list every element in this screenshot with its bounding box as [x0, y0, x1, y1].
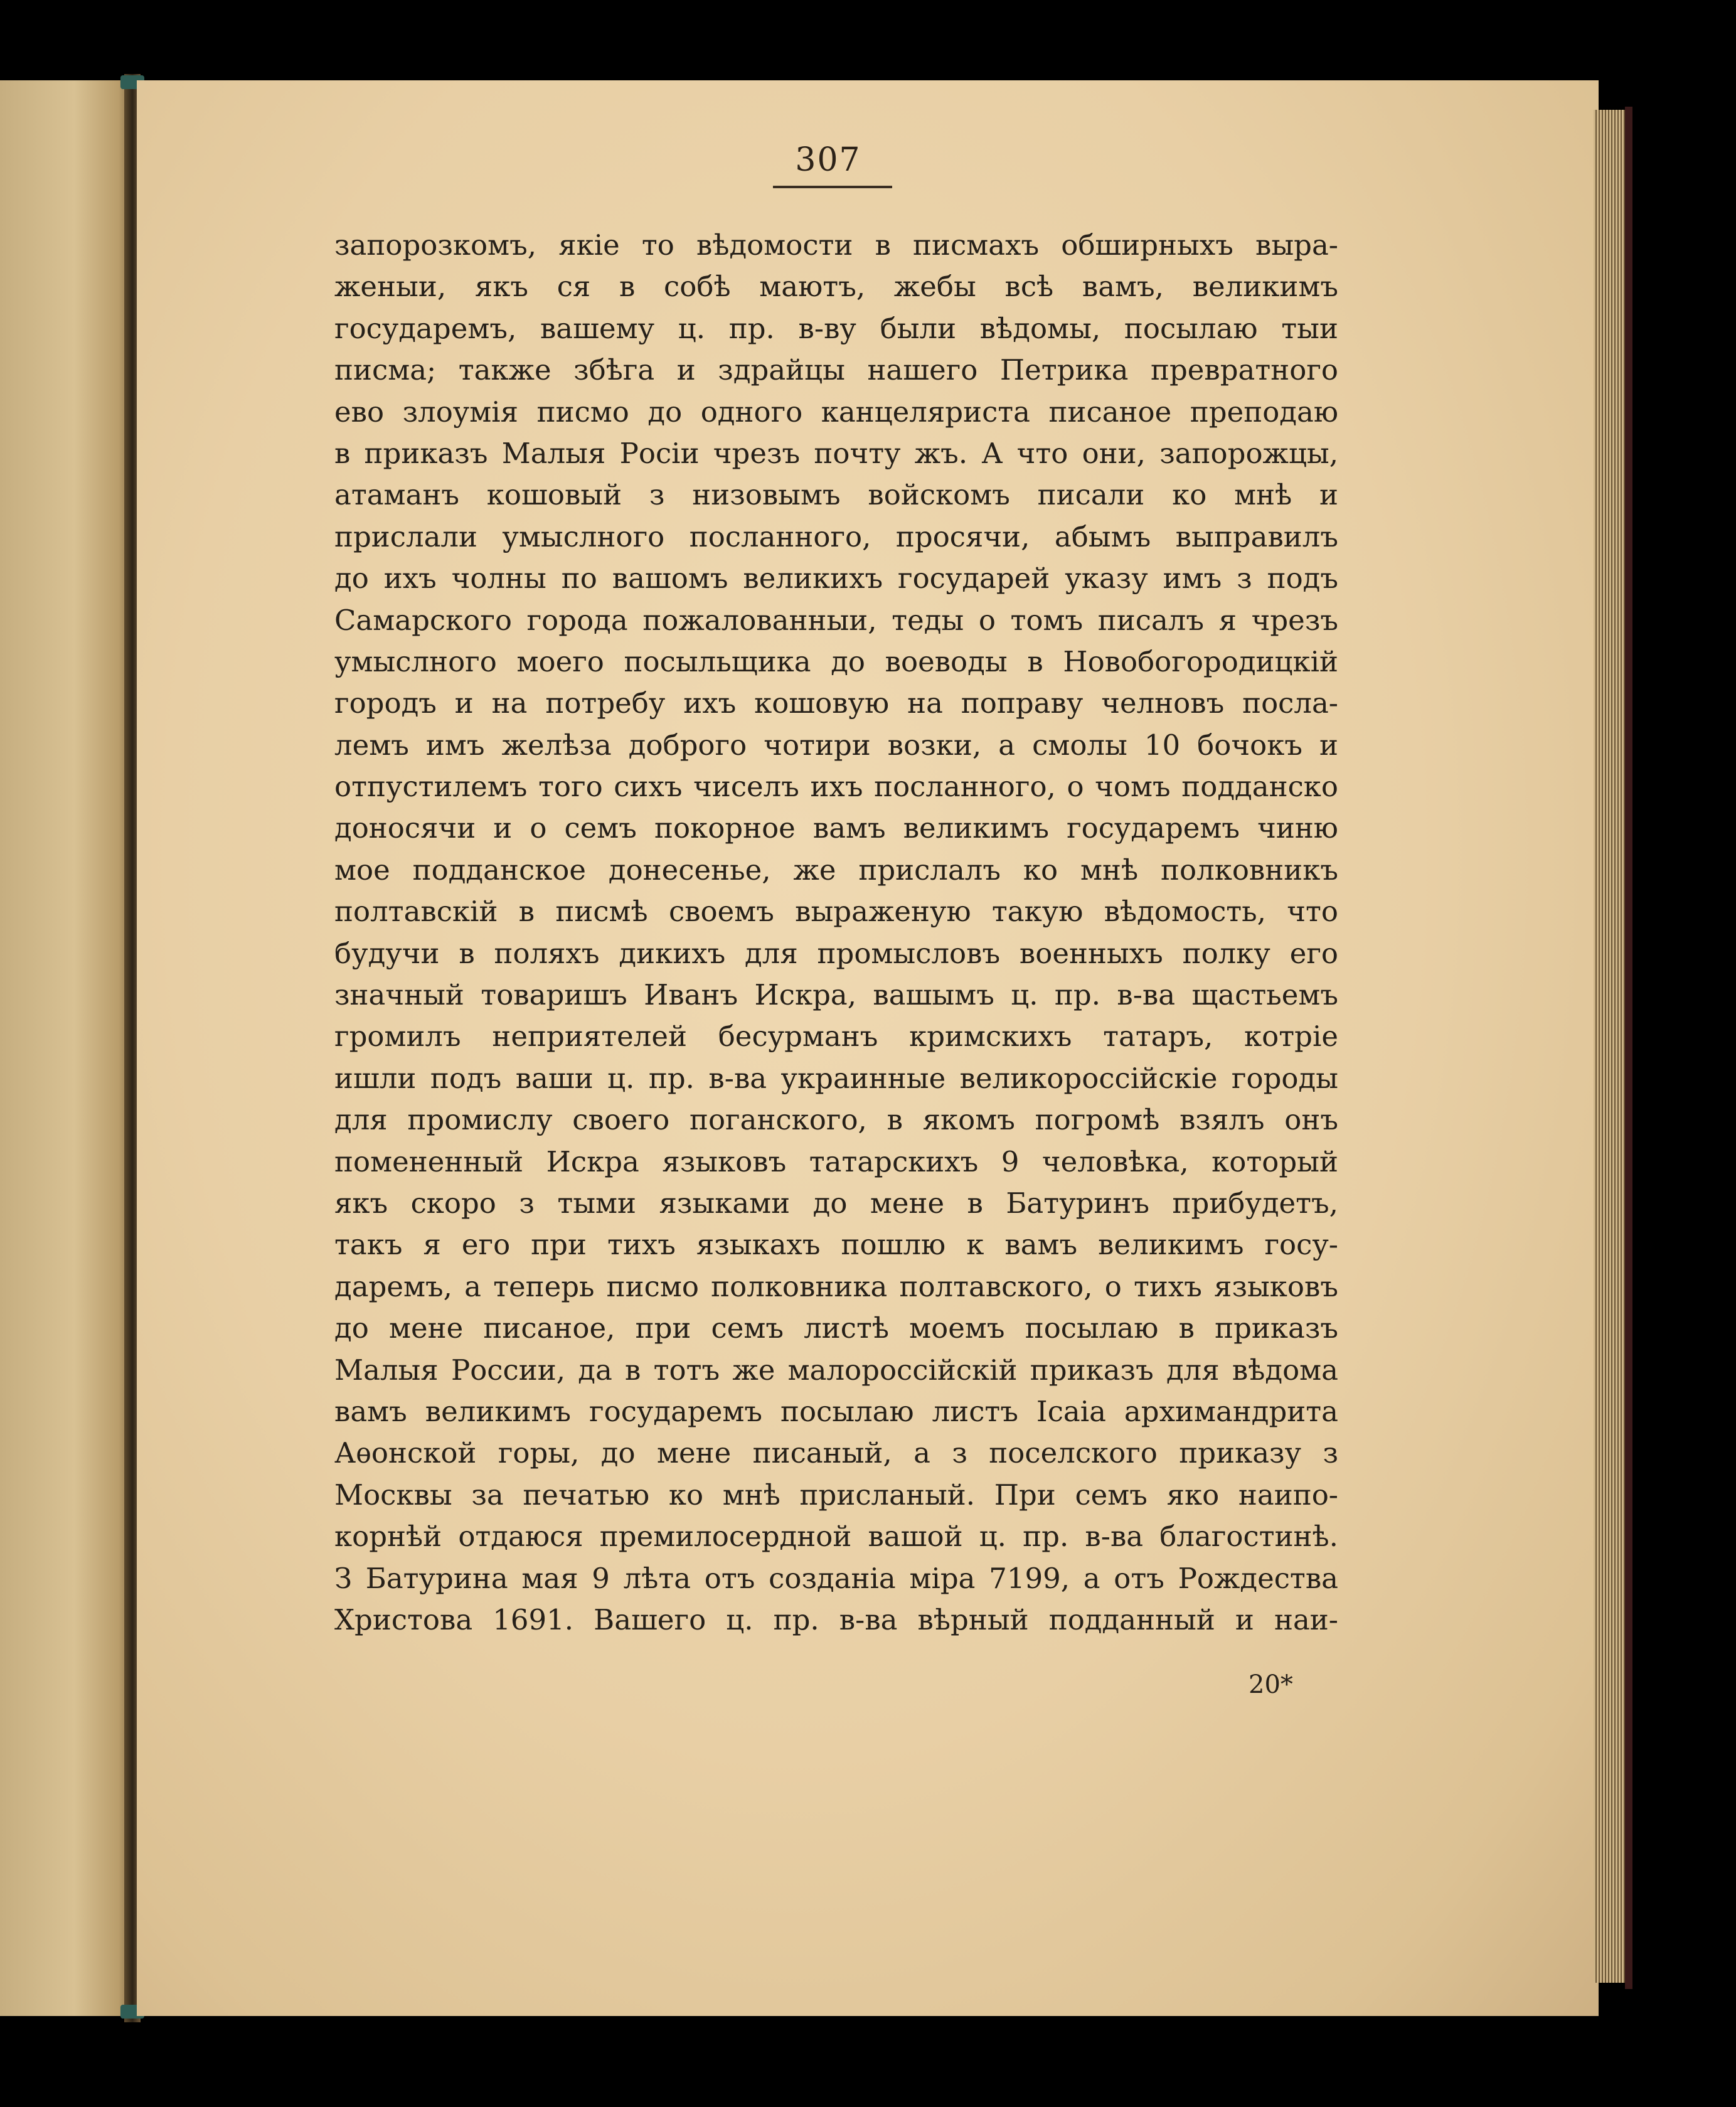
text-line: будучи в поляхъ дикихъ для промысловъ военныхъ полку его — [334, 936, 1338, 970]
text-line: якъ скоро з тыми языками до мене в Батуринъ прибудетъ, — [334, 1186, 1338, 1220]
page-edges — [1594, 110, 1628, 1983]
text-line: писма; также збѣга и здрайцы нашего Петрика превратного — [334, 353, 1338, 387]
text-line: даремъ, а теперь писмо полковника полтавского, о тихъ языковъ — [334, 1269, 1338, 1303]
text-line: до мене писаное, при семъ листѣ моемъ посылаю в приказъ — [334, 1311, 1338, 1345]
body-text — [334, 225, 1338, 1641]
text-line: помененный Искра языковъ татарскихъ 9 человѣка, который — [334, 1144, 1338, 1178]
text-line: значный товаришъ Иванъ Искра, вашымъ ц. пр. в-ва щастьемъ — [334, 978, 1338, 1012]
text-line: Христова 1691. Вашего ц. пр. в-ва вѣрный подданный и наи- — [334, 1603, 1338, 1636]
signature-mark: 20* — [1249, 1670, 1293, 1699]
left-page-edge — [0, 80, 135, 2016]
text-line: Аѳонской горы, до мене писаный, а з поселского приказу з — [334, 1436, 1338, 1470]
text-line: в приказъ Малыя Росіи чрезъ почту жъ. А что они, запорожцы, — [334, 436, 1338, 470]
text-line: доносячи и о семъ покорное вамъ великимъ государемъ чиню — [334, 811, 1338, 845]
text-line: корнѣй отдаюся премилосердной вашой ц. пр. в-ва благостинѣ. — [334, 1520, 1338, 1554]
text-line: женыи, якъ ся в собѣ маютъ, жебы всѣ вамъ, великимъ — [334, 270, 1338, 304]
text-line: умыслного моего посыльщика до воеводы в Новобогородицкій — [334, 644, 1338, 678]
text-line: городъ и на потребу ихъ кошовую на поправу челновъ посла- — [334, 686, 1338, 720]
text-line: атаманъ кошовый з низовымъ войскомъ писали ко мнѣ и — [334, 478, 1338, 512]
text-line: такъ я его при тихъ языкахъ пошлю к вамъ великимъ госу- — [334, 1228, 1338, 1262]
text-line: мое подданское донесенье, же прислалъ ко мнѣ полковникъ — [334, 853, 1338, 887]
text-line: прислали умыслного посланного, просячи, абымъ выправилъ — [334, 520, 1338, 553]
text-line: громилъ неприятелей бесурманъ кримскихъ татаръ, котріе — [334, 1020, 1338, 1054]
text-line: Малыя России, да в тотъ же малороссійскій приказъ для вѣдома — [334, 1353, 1338, 1387]
text-line: государемъ, вашему ц. пр. в-ву были вѣдомы, посылаю тыи — [334, 311, 1338, 345]
text-line: ишли подъ ваши ц. пр. в-ва украинные великороссійскіе городы — [334, 1061, 1338, 1095]
text-line: до ихъ чолны по вашомъ великихъ государей указу имъ з подъ — [334, 562, 1338, 595]
text-line: полтавскій в писмѣ своемъ выраженую такую вѣдомость, что — [334, 895, 1338, 929]
text-line: вамъ великимъ государемъ посылаю листъ Ісаіа архимандрита — [334, 1394, 1338, 1428]
text-line: З Батурина мая 9 лѣта отъ созданіа міра 7199, а отъ Рождества — [334, 1561, 1338, 1595]
page-number: 307 — [795, 141, 861, 179]
text-line: лемъ имъ желѣза доброго чотири возки, а смолы 10 бочокъ и — [334, 728, 1338, 762]
text-line: запорозкомъ, якіе то вѣдомости в писмахъ обширныхъ выра- — [334, 228, 1338, 262]
text-line: ево злоумія писмо до одного канцеляриста писаное преподаю — [334, 395, 1338, 429]
text-line: Москвы за печатью ко мнѣ присланый. При семъ яко наипо- — [334, 1478, 1338, 1512]
text-line: для промислу своего поганского, в якомъ погромѣ взялъ онъ — [334, 1103, 1338, 1137]
page-number-rule — [773, 186, 892, 188]
cover-edge — [1625, 107, 1632, 1989]
text-line: Самарского города пожалованныи, теды о томъ писалъ я чрезъ — [334, 603, 1338, 637]
text-line: отпустилемъ того сихъ чиселъ ихъ посланного, о чомъ подданско — [334, 770, 1338, 804]
